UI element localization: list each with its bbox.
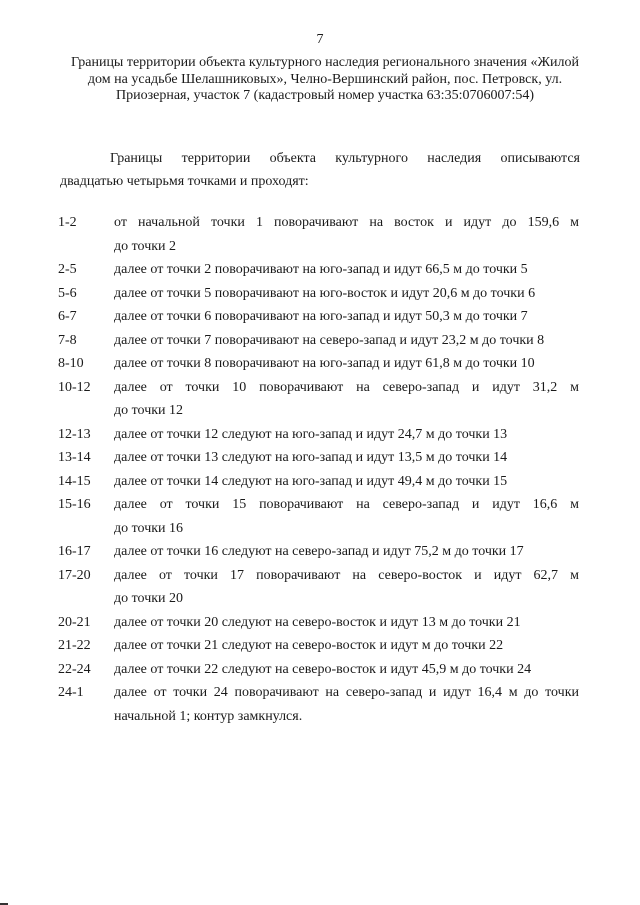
segment-points: 14-15 bbox=[58, 473, 91, 489]
segment-description bbox=[114, 470, 579, 494]
segment-text: далее от точки 13 следуют на юго-запад и идут 13,5 м до точки 14 bbox=[114, 450, 508, 465]
boundary-segment bbox=[0, 305, 640, 329]
segment-text-continuation: до точки 2 bbox=[114, 238, 177, 254]
segment-text: далее от точки 10 поворачивают на северо-запад и идут 31,2 м bbox=[114, 379, 579, 395]
segment-description bbox=[114, 329, 579, 353]
boundary-segment bbox=[0, 258, 640, 282]
segment-text-continuation: начальной 1; контур замкнулся. bbox=[114, 708, 303, 724]
segment-points: 21-22 bbox=[58, 638, 91, 653]
segment-text: далее от точки 21 следуют на северо-восток и идут м до точки 22 bbox=[114, 638, 504, 653]
segment-description bbox=[114, 446, 579, 470]
segment-points: 5-6 bbox=[58, 285, 77, 301]
segment-text: от начальной точки 1 поворачивают на восток и идут до 159,6 м bbox=[114, 215, 579, 230]
boundary-segment bbox=[0, 493, 640, 540]
segment-description bbox=[114, 540, 579, 564]
boundary-segment bbox=[0, 423, 640, 447]
segment-text: далее от точки 22 следуют на северо-восток и идут 45,9 м до точки 24 bbox=[114, 661, 532, 677]
segment-text-continuation: до точки 12 bbox=[114, 403, 184, 418]
boundary-segment bbox=[0, 540, 640, 564]
segment-description bbox=[114, 282, 579, 306]
boundary-segment bbox=[0, 376, 640, 423]
segment-points: 8-10 bbox=[58, 356, 84, 371]
document-title: Границы территории объекта культурного наследия регионального значения «Жилой дом на усадьбе Шелашниковых», Челно-Вершинский район, пос. Петровск, ул. Приозерная, участок 7 (кадастровый номер участка 63:35:0706007:54) bbox=[71, 55, 579, 103]
segment-text: далее от точки 2 поворачивают на юго-запад и идут 66,5 м до точки 5 bbox=[114, 262, 528, 277]
segment-description bbox=[114, 258, 579, 282]
segment-text: далее от точки 24 поворачивают на северо-запад и идут 16,4 м до точки bbox=[114, 685, 579, 700]
boundary-segment bbox=[0, 446, 640, 470]
segment-points: 12-13 bbox=[58, 426, 91, 442]
segment-text: далее от точки 15 поворачивают на северо-запад и идут 16,6 м bbox=[114, 497, 579, 512]
segment-points: 22-24 bbox=[58, 661, 91, 677]
segment-points: 15-16 bbox=[58, 497, 91, 512]
segment-points: 24-1 bbox=[58, 685, 84, 700]
segment-text: далее от точки 14 следуют на юго-запад и идут 49,4 м до точки 15 bbox=[114, 473, 508, 489]
boundary-segment bbox=[0, 470, 640, 494]
segment-text: далее от точки 12 следуют на юго-запад и идут 24,7 м до точки 13 bbox=[114, 426, 508, 442]
segment-description bbox=[114, 493, 579, 540]
segment-text: далее от точки 6 поворачивают на юго-запад и идут 50,3 м до точки 7 bbox=[114, 309, 528, 324]
boundary-segment bbox=[0, 211, 640, 258]
segment-points: 17-20 bbox=[58, 567, 91, 583]
boundary-segment bbox=[0, 282, 640, 306]
segment-text-continuation: до точки 20 bbox=[114, 591, 184, 606]
boundary-segment bbox=[0, 329, 640, 353]
boundary-segments-list bbox=[0, 211, 640, 728]
segment-points: 7-8 bbox=[58, 332, 77, 348]
segment-text: далее от точки 5 поворачивают на юго-восток и идут 20,6 м до точки 6 bbox=[114, 285, 536, 301]
page-number: 7 bbox=[316, 32, 324, 47]
boundary-segment bbox=[0, 634, 640, 658]
boundary-segment bbox=[0, 352, 640, 376]
segment-description bbox=[114, 681, 579, 728]
segment-text: далее от точки 17 поворачивают на северо-восток и идут 62,7 м bbox=[114, 567, 579, 583]
boundary-segment bbox=[0, 611, 640, 635]
segment-text: далее от точки 20 следуют на северо-восток и идут 13 м до точки 21 bbox=[114, 614, 521, 630]
segment-text: далее от точки 16 следуют на северо-запад и идут 75,2 м до точки 17 bbox=[114, 544, 524, 559]
segment-text: далее от точки 7 поворачивают на северо-запад и идут 23,2 м до точки 8 bbox=[114, 332, 545, 348]
segment-text-continuation: до точки 16 bbox=[114, 520, 184, 536]
segment-description bbox=[114, 352, 579, 376]
intro-line-2: двадцатью четырьмя точками и проходят: bbox=[60, 174, 309, 189]
segment-points: 2-5 bbox=[58, 262, 77, 277]
segment-description bbox=[114, 423, 579, 447]
boundary-segment bbox=[0, 564, 640, 611]
segment-description bbox=[114, 376, 579, 423]
segment-points: 6-7 bbox=[58, 309, 77, 324]
segment-description bbox=[114, 658, 579, 682]
boundary-segment bbox=[0, 658, 640, 682]
segment-points: 13-14 bbox=[58, 450, 91, 465]
intro-line-1: Границы территории объекта культурного наследия описываются bbox=[110, 151, 580, 166]
segment-description bbox=[114, 634, 579, 658]
boundary-segment bbox=[0, 681, 640, 728]
segment-points: 1-2 bbox=[58, 215, 77, 230]
intro-paragraph bbox=[60, 147, 580, 193]
segment-description bbox=[114, 564, 579, 611]
segment-text: далее от точки 8 поворачивают на юго-запад и идут 61,8 м до точки 10 bbox=[114, 356, 535, 371]
segment-points: 16-17 bbox=[58, 544, 91, 559]
segment-description bbox=[114, 211, 579, 258]
segment-description bbox=[114, 611, 579, 635]
segment-points: 10-12 bbox=[58, 379, 91, 395]
segment-points: 20-21 bbox=[58, 614, 91, 630]
segment-description bbox=[114, 305, 579, 329]
